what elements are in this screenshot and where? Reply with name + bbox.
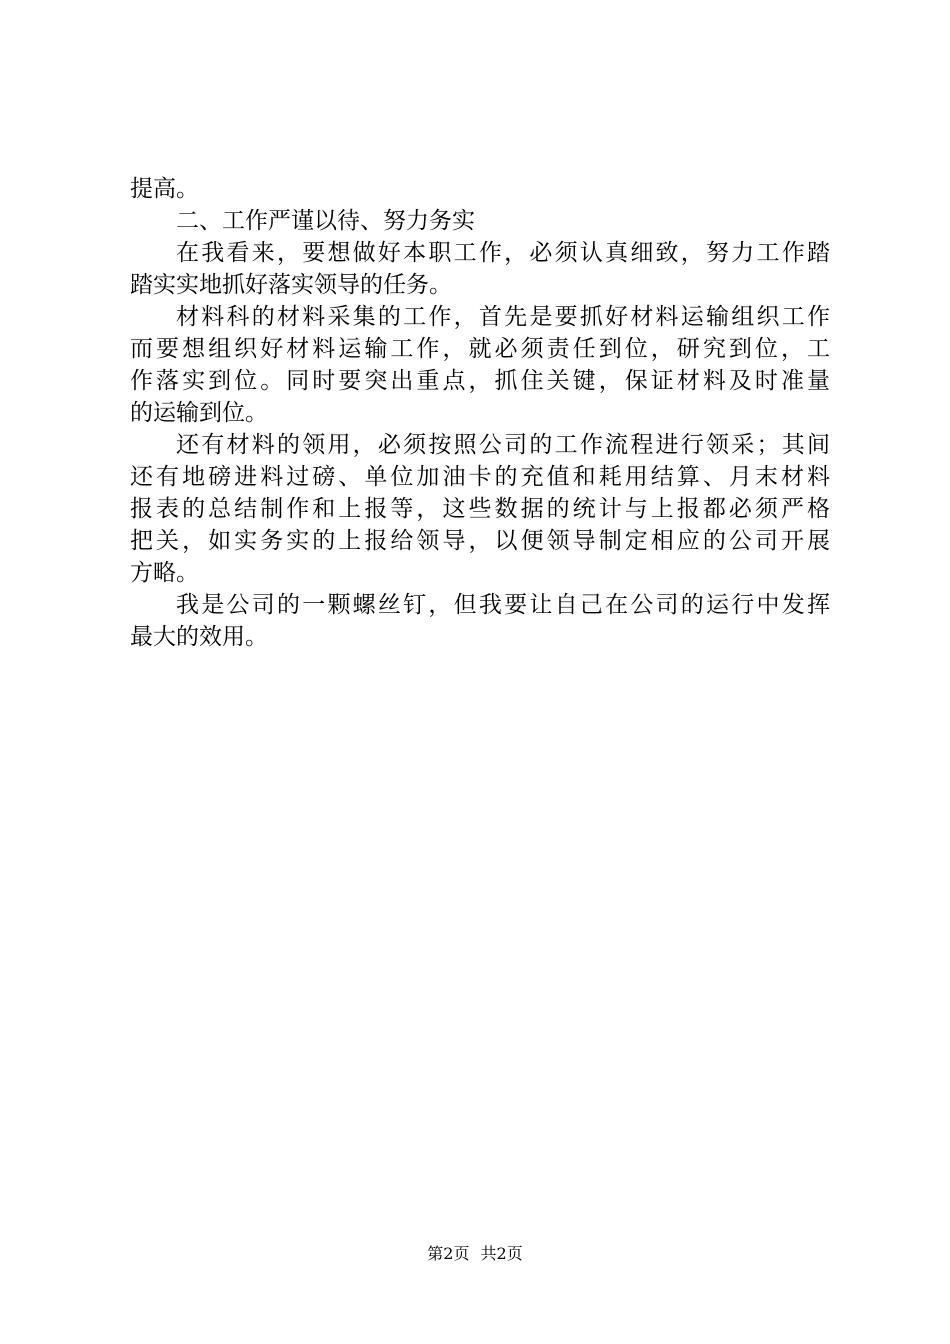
page-number-current: 第2页 xyxy=(427,1244,470,1263)
text-line: 而要想组织好材料运输工作，就必须责任到位，研究到位，工 xyxy=(130,336,830,362)
text-line: 材料科的材料采集的工作，首先是要抓好材料运输组织工作 xyxy=(176,304,830,330)
page-footer xyxy=(0,1242,950,1266)
text-line: 报表的总结制作和上报等，这些数据的统计与上报都必须严格 xyxy=(130,496,830,522)
document-body xyxy=(130,173,830,653)
text-line: 我是公司的一颗螺丝钉，但我要让自己在公司的运行中发挥 xyxy=(176,592,830,618)
text-line: 的运输到位。 xyxy=(130,400,268,426)
text-line: 最大的效用。 xyxy=(130,624,268,650)
text-line: 提高。 xyxy=(130,176,199,202)
text-line: 还有材料的领用，必须按照公司的工作流程进行领采；其间 xyxy=(176,432,830,458)
text-line: 把关，如实务实的上报给领导，以便领导制定相应的公司开展 xyxy=(130,528,830,554)
text-line: 还有地磅进料过磅、单位加油卡的充值和耗用结算、月末材料 xyxy=(130,464,830,490)
page-number-total: 共2页 xyxy=(480,1244,523,1263)
text-line: 在我看来，要想做好本职工作，必须认真细致，努力工作踏 xyxy=(176,240,830,266)
text-line: 方略。 xyxy=(130,560,199,586)
section-heading: 二、工作严谨以待、努力务实 xyxy=(176,208,475,234)
text-line: 作落实到位。同时要突出重点，抓住关键，保证材料及时准量 xyxy=(130,368,830,394)
text-line: 踏实实地抓好落实领导的任务。 xyxy=(130,272,452,298)
